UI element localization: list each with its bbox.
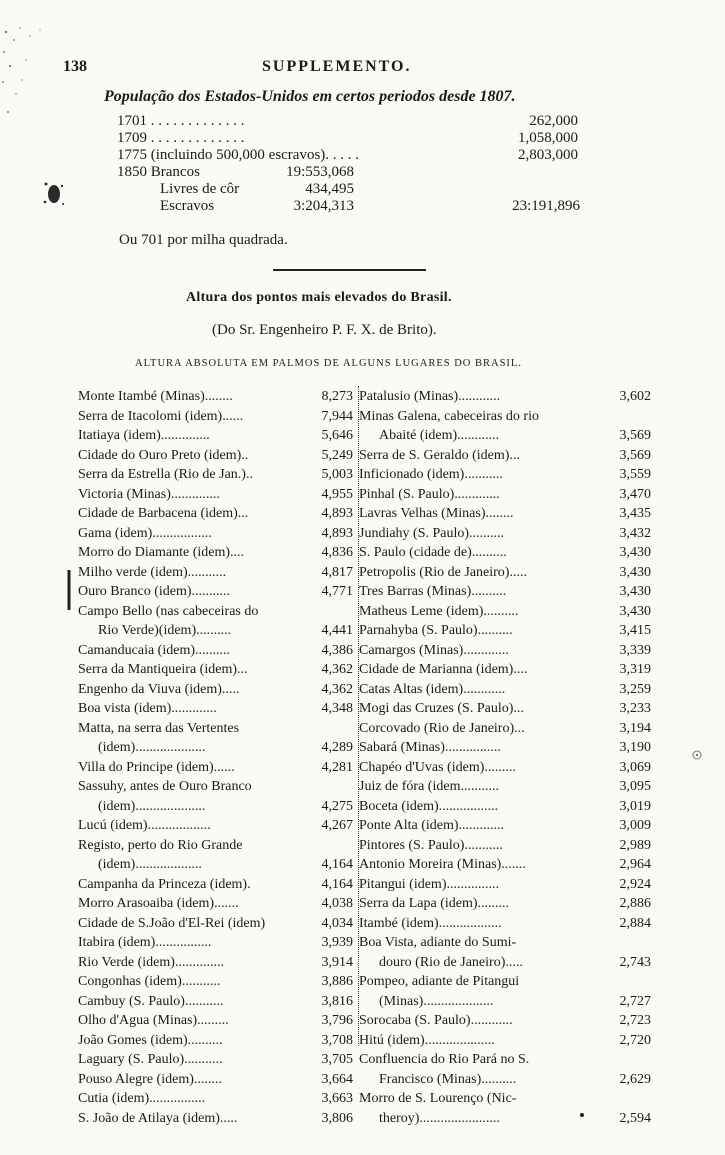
table-row [359, 1011, 651, 1031]
altitude-value: 2,727 [619, 993, 651, 1009]
altitude-value: 3,816 [321, 993, 353, 1009]
running-head: SUPPLEMENTO. [262, 58, 412, 75]
table-row [359, 602, 651, 622]
table-row [78, 797, 353, 817]
table-row [78, 914, 353, 934]
altitude-value: 3,430 [619, 603, 651, 619]
altitude-value: 4,038 [321, 896, 353, 911]
altitude-value: 3,339 [619, 642, 651, 658]
place-name: Boa Vista, adiante do Sumi- [359, 935, 517, 950]
table-row [78, 1031, 353, 1051]
place-name: Pouso Alegre (idem)........ [78, 1071, 222, 1087]
place-name: Francisco (Minas).......... [379, 1071, 517, 1087]
table-row [359, 621, 651, 641]
place-name: Pinhal (S. Paulo)............. [359, 486, 500, 502]
place-name: Cutia (idem)................ [78, 1091, 206, 1106]
table-row [78, 875, 353, 895]
altitude-value: 3,019 [619, 798, 651, 814]
place-name: Serra da Mantiqueira (idem)... [78, 662, 248, 677]
place-name: Boa vista (idem)............. [78, 701, 217, 716]
table-row [359, 699, 651, 719]
place-name: Serra de Itacolomi (idem)...... [78, 408, 244, 424]
altitude-value: 4,281 [321, 759, 353, 775]
section-subtitle: (Do Sr. Engenheiro P. F. X. de Brito). [212, 322, 437, 338]
table-row [78, 446, 353, 466]
place-name: Camargos (Minas)............. [359, 642, 509, 658]
altitude-value: 4,164 [321, 876, 353, 892]
place-name: S. João de Atilaya (idem)..... [78, 1110, 238, 1126]
altitude-value: 4,289 [321, 740, 353, 755]
table-row [78, 485, 353, 505]
place-name: Boceta (idem)................. [359, 798, 499, 814]
place-name: (idem).................... [98, 798, 206, 814]
table-row [78, 524, 353, 544]
table-row [359, 582, 651, 602]
table-row [359, 563, 651, 583]
table-row [359, 1050, 651, 1070]
place-name: Morro do Diamante (idem).... [78, 545, 245, 560]
altitude-value: 3,708 [321, 1032, 353, 1048]
place-name: Gama (idem)................. [78, 525, 212, 541]
altitude-value: 3,415 [619, 623, 651, 638]
place-name: Victoria (Minas).............. [78, 486, 220, 502]
place-name: João Gomes (idem).......... [78, 1032, 223, 1048]
population-value-1701: 262,000 [529, 113, 578, 129]
place-name: Corcovado (Rio de Janeiro)... [359, 720, 525, 736]
table-row [359, 855, 651, 875]
table-row [359, 953, 651, 973]
altitude-value: 4,893 [321, 525, 353, 541]
table-row [78, 504, 353, 524]
ink-blot-decoration [40, 176, 68, 212]
place-name: Patalusio (Minas)............ [359, 389, 501, 404]
altitude-value: 3,432 [619, 525, 651, 541]
table-row [78, 972, 353, 992]
place-name: Serra da Lapa (idem)......... [359, 896, 510, 911]
altitude-value: 4,164 [321, 857, 353, 872]
place-name: Registo, perto do Rio Grande [78, 837, 243, 853]
altitude-value: 2,964 [619, 857, 651, 872]
place-name: Mogi das Cruzes (S. Paulo)... [359, 701, 524, 716]
table-row [359, 1070, 651, 1090]
table-row [359, 1109, 651, 1129]
table-row [359, 426, 651, 446]
table-row [78, 582, 353, 602]
altitude-value: 3,319 [619, 662, 651, 677]
table-row [78, 387, 353, 407]
place-name: Antonio Moreira (Minas)....... [359, 857, 526, 872]
altitude-value: 4,771 [321, 584, 353, 599]
altitude-value: 2,723 [619, 1013, 651, 1028]
population-brancos-value: 19:553,068 [286, 164, 354, 180]
place-name: Morro de S. Lourenço (Nic- [359, 1091, 517, 1106]
table-row [359, 387, 651, 407]
table-row [359, 524, 651, 544]
table-row [78, 1050, 353, 1070]
place-name: Rio Verde (idem).............. [78, 954, 224, 970]
altitude-value: 3,233 [619, 701, 651, 716]
altitude-value: 4,386 [321, 642, 353, 658]
population-value-1775: 2,803,000 [518, 147, 578, 163]
altitude-value: 3,914 [321, 954, 353, 970]
table-row [359, 543, 651, 563]
place-name: Cidade de Barbacena (idem)... [78, 506, 249, 521]
table-row [78, 777, 353, 797]
altitude-value: 2,629 [619, 1071, 651, 1087]
place-name: Morro Arasoaiba (idem)....... [78, 896, 239, 911]
altitude-value: 2,720 [619, 1032, 651, 1048]
table-row [359, 465, 651, 485]
table-row [78, 543, 353, 563]
place-name: Milho verde (idem)........... [78, 564, 227, 580]
table-row [359, 875, 651, 895]
table-row [78, 894, 353, 914]
place-name: douro (Rio de Janeiro)..... [379, 954, 523, 970]
place-name: (idem).................... [98, 740, 206, 755]
place-name: Ponte Alta (idem)............. [359, 818, 505, 833]
table-row [78, 660, 353, 680]
place-name: Hitú (idem).................... [359, 1032, 495, 1048]
altitude-value: 4,362 [321, 681, 353, 697]
table-row [359, 407, 651, 427]
population-year-1709: 1709 . . . . . . . . . . . . . [117, 130, 245, 146]
table-row [359, 816, 651, 836]
table-row [359, 738, 651, 758]
altitude-value: 3,430 [619, 584, 651, 599]
table-row [359, 972, 651, 992]
altitude-value: 3,663 [321, 1091, 353, 1106]
table-row [359, 992, 651, 1012]
flower-ornament-decoration [690, 748, 704, 762]
table-row [78, 465, 353, 485]
place-name: Ouro Branco (idem)........... [78, 584, 231, 599]
place-name: Matta, na serra das Vertentes [78, 720, 240, 736]
altitude-value: 3,939 [321, 935, 353, 950]
table-row [359, 933, 651, 953]
table-row [359, 660, 651, 680]
altitude-value: 4,348 [321, 701, 353, 716]
place-name: Confluencia do Rio Pará no S. [359, 1052, 530, 1067]
place-name: (Minas).................... [379, 993, 494, 1009]
place-name: Cidade do Ouro Preto (idem).. [78, 447, 249, 463]
altitude-value: 5,646 [321, 428, 353, 443]
place-name: Monte Itambé (Minas)........ [78, 389, 233, 404]
table-row [78, 953, 353, 973]
table-row [78, 758, 353, 778]
table-row [78, 855, 353, 875]
population-title: População dos Estados-Unidos em certos periodos desde 1807. [104, 88, 516, 105]
table-row [359, 914, 651, 934]
table-row [359, 1031, 651, 1051]
table-row [78, 407, 353, 427]
table-row [78, 699, 353, 719]
population-escravos-value: 3:204,313 [293, 198, 354, 214]
table-row [359, 894, 651, 914]
table-row [78, 816, 353, 836]
altitude-value: 4,955 [321, 486, 353, 502]
place-name: Catas Altas (idem)............ [359, 681, 506, 697]
population-year-1701: 1701 . . . . . . . . . . . . . [117, 113, 245, 129]
place-name: Abaité (idem)............ [379, 428, 500, 443]
altitude-value: 3,705 [321, 1052, 353, 1067]
population-livres-label: Livres de côr [160, 181, 240, 197]
place-name: Jundiahy (S. Paulo).......... [359, 525, 505, 541]
altitude-value: 2,594 [619, 1110, 651, 1126]
place-name: Rio Verde)(idem).......... [98, 623, 232, 638]
altitude-value: 4,893 [321, 506, 353, 521]
place-name: Pintores (S. Paulo)........... [359, 837, 503, 853]
table-row [359, 485, 651, 505]
altitude-value: 2,886 [619, 896, 651, 911]
place-name: Juiz de fóra (idem........... [359, 779, 499, 794]
altitude-value: 3,430 [619, 545, 651, 560]
place-name: Serra da Estrella (Rio de Jan.).. [78, 467, 253, 482]
place-name: Villa do Principe (idem)...... [78, 759, 235, 775]
table-row [359, 1089, 651, 1109]
altitude-value: 3,806 [321, 1110, 353, 1126]
altitude-value: 3,069 [619, 759, 651, 775]
place-name: Sabará (Minas)................ [359, 740, 501, 755]
place-name: S. Paulo (cidade de).......... [359, 545, 507, 560]
population-livres-value: 434,495 [305, 181, 354, 197]
altitude-value: 3,435 [619, 506, 651, 521]
altitude-value: 3,559 [619, 467, 651, 482]
place-name: Itabira (idem)................ [78, 935, 212, 950]
table-row [359, 797, 651, 817]
table-row [78, 1089, 353, 1109]
population-density-note: Ou 701 por milha quadrada. [119, 232, 288, 248]
table-row [359, 504, 651, 524]
place-name: Itambé (idem).................. [359, 915, 502, 931]
table-row [78, 1011, 353, 1031]
table-row [78, 992, 353, 1012]
section-title: Altura dos pontos mais elevados do Brasil. [186, 290, 452, 305]
altitude-value: 3,470 [619, 486, 651, 502]
section-caption: ALTURA ABSOLUTA EM PALMOS DE ALGUNS LUGARES DO BRASIL. [135, 358, 522, 369]
table-row [78, 836, 353, 856]
table-row [359, 777, 651, 797]
population-escravos-label: Escravos [160, 198, 215, 214]
table-row [359, 446, 651, 466]
altitude-value: 3,259 [619, 681, 651, 697]
place-name: Serra de S. Geraldo (idem)... [359, 447, 520, 463]
table-row [78, 680, 353, 700]
altitude-value: 4,362 [321, 662, 353, 677]
place-name: Parnahyba (S. Paulo).......... [359, 623, 513, 638]
altitude-value: 4,817 [321, 564, 353, 580]
place-name: Minas Galena, cabeceiras do rio [359, 408, 539, 424]
altitude-value: 4,267 [321, 818, 353, 833]
place-name: Lucú (idem).................. [78, 818, 211, 833]
place-name: Pompeo, adiante de Pitangui [359, 974, 520, 989]
population-year-1775: 1775 (incluindo 500,000 escravos). . . . . [117, 147, 360, 163]
place-name: (idem)................... [98, 857, 202, 872]
altitude-value: 4,441 [321, 623, 353, 638]
table-row [359, 719, 651, 739]
altitude-value: 2,989 [619, 837, 651, 853]
table-row [78, 719, 353, 739]
right-column [359, 387, 651, 1128]
place-name: Chapéo d'Uvas (idem)......... [359, 759, 516, 775]
place-name: Olho d'Agua (Minas)......... [78, 1013, 229, 1028]
altitude-value: 5,249 [321, 447, 353, 463]
place-name: Cidade de S.João d'El-Rei (idem) [78, 915, 266, 931]
altitude-value: 8,273 [321, 389, 353, 404]
table-row [359, 641, 651, 661]
place-name: Lavras Velhas (Minas)........ [359, 506, 514, 521]
altitude-value: 3,430 [619, 564, 651, 580]
place-name: Tres Barras (Minas).......... [359, 584, 507, 599]
altitude-value: 4,836 [321, 545, 353, 560]
altitude-value: 3,569 [619, 447, 651, 463]
altitude-value: 3,796 [321, 1013, 353, 1028]
place-name: Cambuy (S. Paulo)........... [78, 993, 224, 1009]
left-column [78, 387, 353, 1128]
place-name: Pitangui (idem)............... [359, 876, 499, 892]
population-value-1709: 1,058,000 [518, 130, 578, 146]
altitude-value: 3,009 [619, 818, 651, 833]
altitude-value: 3,190 [619, 740, 651, 755]
table-row [78, 621, 353, 641]
altitude-value: 4,275 [321, 798, 353, 814]
table-row [78, 1070, 353, 1090]
table-row [359, 680, 651, 700]
table-row [78, 641, 353, 661]
place-name: Cidade de Marianna (idem).... [359, 662, 528, 677]
table-row [78, 738, 353, 758]
altitude-value: 2,924 [619, 876, 651, 892]
table-row [78, 426, 353, 446]
binding-mark-decoration [66, 570, 72, 610]
altitude-value: 3,602 [619, 389, 651, 404]
altitude-value: 5,003 [321, 467, 353, 482]
altitude-value: 2,743 [619, 954, 651, 970]
place-name: Sassuhy, antes de Ouro Branco [78, 779, 252, 794]
place-name: Campo Bello (nas cabeceiras do [78, 603, 259, 619]
place-name: Itatiaya (idem).............. [78, 428, 210, 443]
section-divider [273, 269, 426, 271]
place-name: Matheus Leme (idem).......... [359, 603, 519, 619]
place-name: Laguary (S. Paulo)........... [78, 1052, 223, 1067]
place-name: Camanducaia (idem).......... [78, 642, 231, 658]
table-row [78, 1109, 353, 1129]
place-name: Inficionado (idem)........... [359, 467, 503, 482]
altitude-value: 3,569 [619, 428, 651, 443]
place-name: theroy)....................... [379, 1110, 500, 1126]
altitude-value: 4,034 [321, 915, 353, 931]
page-number: 138 [63, 58, 87, 75]
place-name: Campanha da Princeza (idem). [78, 876, 251, 892]
altitude-value: 3,886 [321, 974, 353, 989]
table-row [78, 563, 353, 583]
place-name: Sorocaba (S. Paulo)............ [359, 1013, 513, 1028]
altitude-value: 3,194 [619, 720, 651, 736]
place-name: Engenho da Viuva (idem)..... [78, 681, 240, 697]
table-row [359, 758, 651, 778]
population-year-1850: 1850 Brancos [117, 164, 200, 180]
altitude-value: 2,884 [619, 915, 651, 931]
place-name: Congonhas (idem)........... [78, 974, 221, 989]
population-total-1850: 23:191,896 [512, 198, 580, 214]
place-name: Petropolis (Rio de Janeiro)..... [359, 564, 527, 580]
altitude-value: 3,095 [619, 779, 651, 794]
scan-specks-decoration [0, 22, 60, 142]
table-row [359, 836, 651, 856]
table-row [78, 933, 353, 953]
altitude-value: 3,664 [321, 1071, 353, 1087]
table-row [78, 602, 353, 622]
altitude-value: 7,944 [321, 408, 353, 424]
